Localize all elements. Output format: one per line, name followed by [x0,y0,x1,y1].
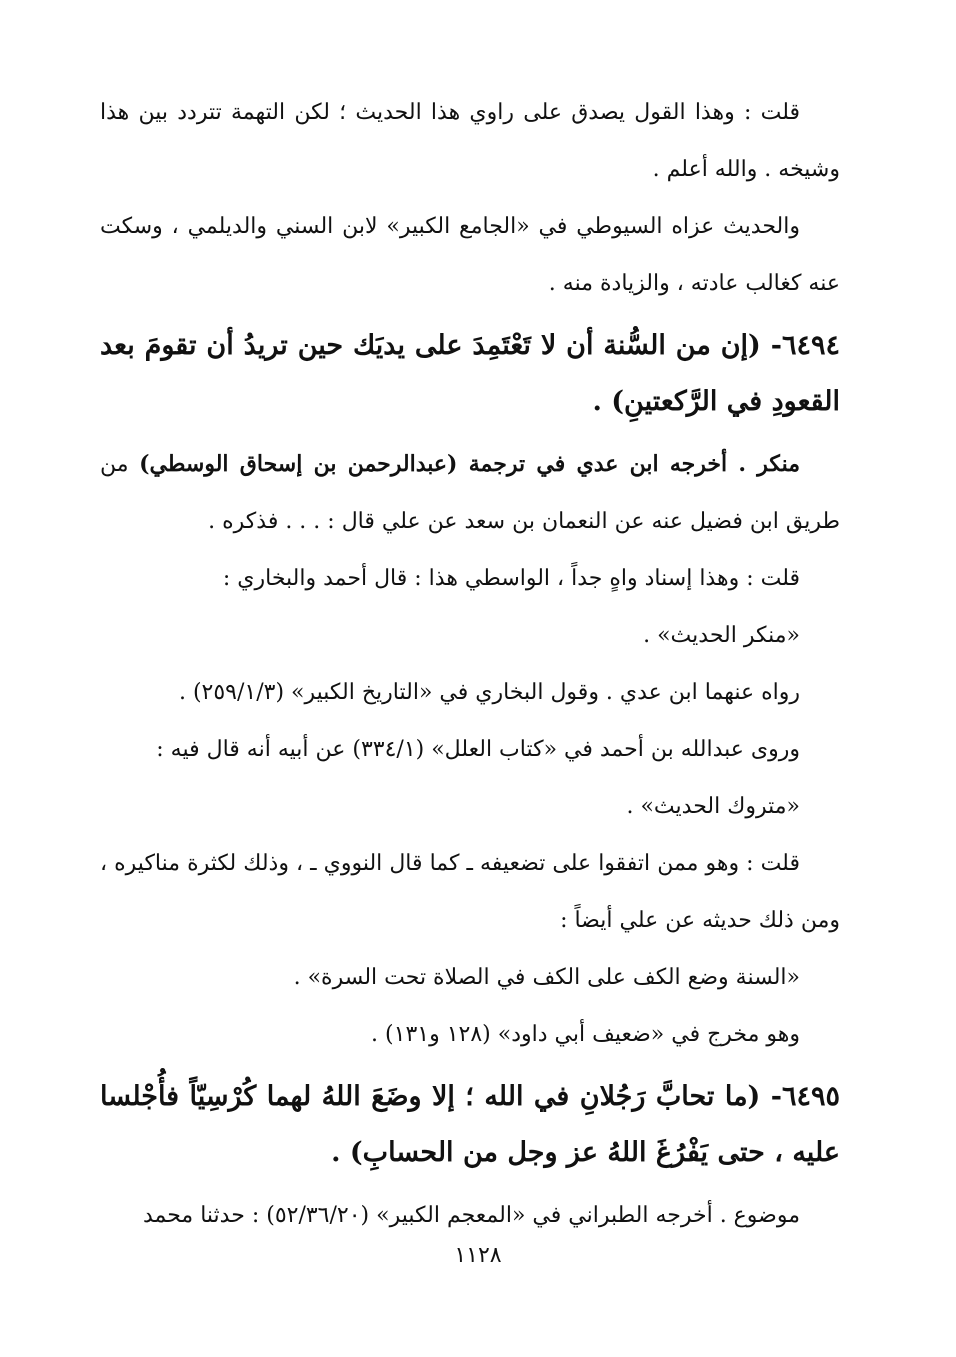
page-number: ١١٢٨ [454,1243,502,1268]
takhrij-verdict: منكر . أخرجه ابن عدي في ترجمة (عبدالرحمن بن إسحاق الوسطي) [139,451,801,477]
paragraph-takhrij-6494 [100,436,840,550]
page-body [100,84,840,1244]
hadith-6494: ٦٤٩٤- (إن من السُّنة أن لا تَعْتَمِدَ على يديَك حين تريدُ أن تقومَ بعد القعودِ في الرَّكعتينِ) . [100,330,840,417]
quote-matruk: «متروك الحديث» . [626,794,800,819]
quote-sunna-kaff: «السنة وضع الكف على الكف في الصلاة تحت السرة» . [293,965,800,990]
paragraph-comment-1: قلت : وهذا القول يصدق على راوي هذا الحديث ؛ لكن التهمة تتردد بين هذا وشيخه . والله أعلم . [100,100,840,182]
paragraph-nawawi: قلت : وهو ممن اتفقوا على تضعيفه ـ كما قال النووي ـ ، وذلك لكثرة مناكيره ، ومن ذلك حديثه عن علي أيضاً : [100,851,840,933]
paragraph-isnad-comment: قلت : وهذا إسناد واهٍ جداً ، الواسطي هذا : قال أحمد والبخاري : [222,566,800,591]
paragraph-abi-dawud: وهو مخرج في «ضعيف أبي داود» (١٢٨ و١٣١) . [371,1022,800,1047]
paragraph-takhrij-6495: موضوع . أخرجه الطبراني في «المعجم الكبير» (٥٢/٣٦/٢٠) : حدثنا محمد [142,1203,800,1228]
hadith-6495: ٦٤٩٥- (ما تحابَّ رَجُلانِ في الله ؛ إلا وضَعَ اللهُ لهما كُرْسِيّاً فأُجْلسا عليه ، حتى يَفْرُغَ اللهُ عز وجل من الحسابِ) . [100,1081,840,1168]
paragraph-abdullah: وروى عبدالله بن أحمد في «كتاب العلل» (٣٣٤/١) عن أبيه أنه قال فيه : [156,737,800,762]
paragraph-attribution: والحديث عزاه السيوطي في «الجامع الكبير» لابن السني والديلمي ، وسكت عنه كغالب عادته ، والزيادة منه . [100,214,840,296]
takhrij-chain: من طريق ابن فضيل عنه عن النعمان بن سعد عن علي قال : . . . فذكره . [100,452,840,534]
quote-munkar: «منكر الحديث» . [643,623,800,648]
paragraph-bukhari: رواه عنهما ابن عدي . وقول البخاري في «التاريخ الكبير» (٢٥٩/١/٣) . [178,680,800,705]
